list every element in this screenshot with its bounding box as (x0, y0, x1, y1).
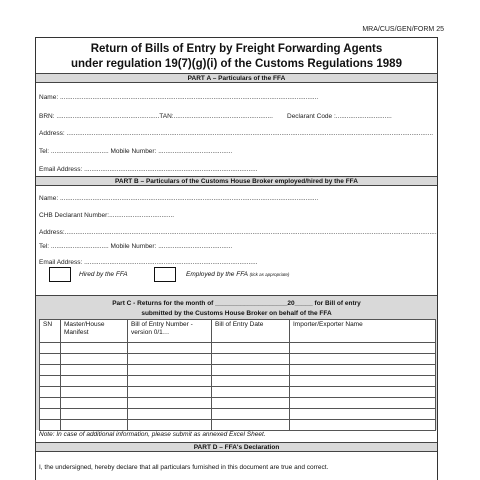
form-title (36, 38, 437, 73)
part-a-address-field[interactable]: Address: ........................................................................................................................................................................................................... (39, 130, 434, 137)
additional-info-note: Note: In case of additional information, please submit as annexed Excel Sheet. (39, 431, 266, 438)
table-cell[interactable] (212, 387, 290, 398)
table-cell[interactable] (61, 409, 128, 420)
table-row (40, 398, 436, 409)
form-frame (35, 37, 438, 480)
column-header-sn: SN (40, 320, 61, 343)
employed-label: Employed by the FFA (186, 271, 248, 278)
table-cell[interactable] (212, 365, 290, 376)
table-cell[interactable] (290, 343, 436, 354)
table-cell[interactable] (212, 420, 290, 431)
table-cell[interactable] (128, 365, 212, 376)
column-header-importer-exporter: Importer/Exporter Name (290, 320, 436, 343)
employed-checkbox[interactable] (154, 267, 176, 282)
table-cell[interactable] (128, 376, 212, 387)
part-b-chb-field[interactable]: CHB Declarant Number:.................................... (39, 212, 175, 219)
table-row (40, 387, 436, 398)
table-row (40, 354, 436, 365)
part-a-tel-mobile-field[interactable]: Tel: ................................ Mobile Number: ......................................... (39, 148, 233, 155)
part-a-declarant-code-field[interactable]: Declarant Code :............................... (287, 113, 392, 120)
table-cell[interactable] (40, 376, 61, 387)
hired-label: Hired by the FFA (79, 271, 128, 278)
table-cell[interactable] (61, 376, 128, 387)
title-line-2: under regulation 19(7)(g)(i) of the Customs Regulations 1989 (71, 57, 402, 70)
table-cell[interactable] (212, 343, 290, 354)
part-a-name-field[interactable]: Name: ............................................................................................................................................... (39, 94, 319, 101)
part-c-line-1: Part C - Returns for the month of ____________________20_____ for Bill of entry (112, 300, 361, 307)
table-cell[interactable] (212, 409, 290, 420)
part-b-name-field[interactable]: Name: ............................................................................................................................................... (39, 195, 319, 202)
tick-note: (tick as appropriate) (249, 272, 290, 277)
column-header-boe-date: Bill of Entry Date (212, 320, 290, 343)
table-cell[interactable] (40, 398, 61, 409)
table-cell[interactable] (61, 354, 128, 365)
table-row (40, 365, 436, 376)
table-cell[interactable] (61, 398, 128, 409)
table-cell[interactable] (128, 398, 212, 409)
table-cell[interactable] (290, 409, 436, 420)
form-code: MRA/CUS/GEN/FORM 25 (362, 26, 444, 33)
part-b-header: PART B – Particulars of the Customs House Broker employed/hired by the FFA (36, 176, 437, 186)
part-a-header: PART A – Particulars of the FFA (36, 73, 437, 83)
part-a-brn-tan-field[interactable]: BRN: .........................................................TAN:....................................................... (39, 113, 273, 120)
table-cell[interactable] (290, 365, 436, 376)
table-cell[interactable] (40, 420, 61, 431)
part-b-address-field[interactable]: Address:.............................................................................................................................................................................................................. (39, 229, 437, 236)
part-b-email-field[interactable]: Email Address: ................................................................................................ (39, 259, 258, 266)
table-cell[interactable] (128, 409, 212, 420)
column-header-manifest: Master/House Manifest (61, 320, 128, 343)
table-cell[interactable] (290, 420, 436, 431)
part-c-header (36, 296, 437, 319)
table-cell[interactable] (290, 376, 436, 387)
table-cell[interactable] (128, 387, 212, 398)
table-cell[interactable] (40, 343, 61, 354)
table-cell[interactable] (212, 354, 290, 365)
table-cell[interactable] (40, 365, 61, 376)
table-cell[interactable] (61, 365, 128, 376)
hired-checkbox[interactable] (49, 267, 71, 282)
part-a-email-field[interactable]: Email Address: ................................................................................................ (39, 166, 258, 173)
table-cell[interactable] (212, 376, 290, 387)
table-cell[interactable] (128, 354, 212, 365)
table-cell[interactable] (40, 387, 61, 398)
table-cell[interactable] (290, 354, 436, 365)
table-cell[interactable] (40, 354, 61, 365)
title-line-1: Return of Bills of Entry by Freight Forwarding Agents (90, 43, 383, 55)
table-row (40, 420, 436, 431)
table-header-row (40, 320, 436, 343)
table-cell[interactable] (128, 343, 212, 354)
part-b-tel-mobile-field[interactable]: Tel: ................................ Mobile Number: ......................................... (39, 243, 233, 250)
declaration-text: I, the undersigned, hereby declare that all particulars furnished in this document are true and correct. (39, 464, 329, 471)
table-cell[interactable] (40, 409, 61, 420)
table-cell[interactable] (61, 387, 128, 398)
table-row (40, 409, 436, 420)
table-row (40, 343, 436, 354)
returns-table (39, 319, 436, 431)
employed-label-group (186, 271, 289, 278)
table-row (40, 376, 436, 387)
table-cell[interactable] (61, 420, 128, 431)
part-d-header: PART D – FFA's Declaration (36, 442, 437, 452)
table-cell[interactable] (212, 398, 290, 409)
table-cell[interactable] (290, 398, 436, 409)
table-cell[interactable] (290, 387, 436, 398)
table-cell[interactable] (61, 343, 128, 354)
part-c-line-2: submitted by the Customs House Broker on behalf of the FFA (141, 310, 332, 317)
table-cell[interactable] (128, 420, 212, 431)
table-body (40, 343, 436, 431)
column-header-boe-number: Bill of Entry Number -version 0/1… (128, 320, 212, 343)
